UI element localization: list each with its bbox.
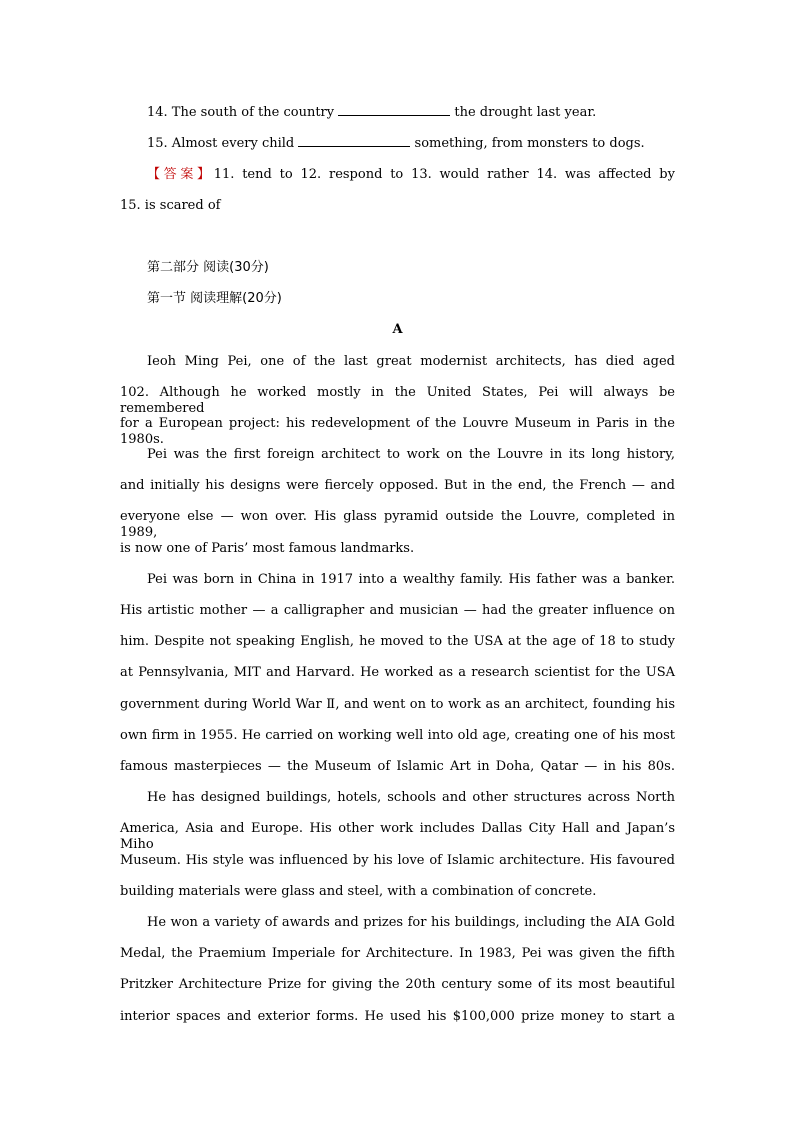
passage-line: him. Despite not speaking English, he moved to the USA at the age of 18 to study	[120, 634, 675, 649]
passage-line: for a European project: his redevelopment of the Louvre Museum in Paris in the 1980s.	[120, 416, 675, 447]
exercise-15-blank[interactable]	[298, 136, 410, 147]
passage-label: A	[392, 322, 403, 337]
answer-line-1	[147, 167, 675, 183]
passage-line: Pei was born in China in 1917 into a wealthy family. His father was a banker.	[147, 572, 675, 587]
exercise-14	[147, 105, 675, 121]
passage-line: Ieoh Ming Pei, one of the last great modernist architects, has died aged	[147, 354, 675, 369]
part-title: 第二部分 阅读(30分)	[147, 260, 269, 275]
exercise-15	[147, 136, 675, 152]
passage-line: He won a variety of awards and prizes for his buildings, including the AIA Gold	[147, 915, 675, 930]
passage-line: 102. Although he worked mostly in the United States, Pei will always be remembered	[120, 385, 675, 416]
passage-line: He has designed buildings, hotels, schools and other structures across North	[147, 790, 675, 805]
passage-line: building materials were glass and steel, with a combination of concrete.	[120, 884, 597, 899]
section-title: 第一节 阅读理解(20分)	[147, 291, 282, 306]
exercise-14-text-end: the drought last year.	[450, 105, 597, 120]
answer-text-1: 11. tend to 12. respond to 13. would rather 14. was affected by	[213, 167, 675, 182]
passage-line: is now one of Paris’ most famous landmarks.	[120, 541, 415, 556]
passage-line: at Pennsylvania, MIT and Harvard. He worked as a research scientist for the USA	[120, 665, 675, 680]
passage-line: government during World War Ⅱ, and went on to work as an architect, founding his	[120, 697, 675, 712]
passage-line: Pritzker Architecture Prize for giving the 20th century some of its most beautiful	[120, 977, 675, 992]
passage-line: interior spaces and exterior forms. He used his $100,000 prize money to start a	[120, 1009, 675, 1024]
answer-mark: 【答案】	[147, 167, 214, 182]
passage-line: famous masterpieces — the Museum of Islamic Art in Doha, Qatar — in his 80s.	[120, 759, 675, 774]
passage-line: everyone else — won over. His glass pyramid outside the Louvre, completed in 1989,	[120, 509, 675, 540]
passage-line: Medal, the Praemium Imperiale for Architecture. In 1983, Pei was given the fifth	[120, 946, 675, 961]
passage-line: His artistic mother — a calligrapher and musician — had the greater influence on	[120, 603, 675, 618]
passage-line: America, Asia and Europe. His other work includes Dallas City Hall and Japan’s Miho	[120, 821, 675, 852]
answer-line-2: 15. is scared of	[120, 198, 221, 213]
exercise-15-text-start: 15. Almost every child	[147, 136, 299, 151]
passage-line: own firm in 1955. He carried on working well into old age, creating one of his most	[120, 728, 675, 743]
exercise-14-text-start: 14. The south of the country	[147, 105, 339, 120]
exercise-14-blank[interactable]	[338, 105, 450, 116]
passage-line: and initially his designs were fiercely opposed. But in the end, the French — and	[120, 478, 675, 493]
passage-line: Museum. His style was influenced by his love of Islamic architecture. His favoured	[120, 853, 675, 868]
passage-line: Pei was the first foreign architect to work on the Louvre in its long history,	[147, 447, 675, 462]
exercise-15-text-end: something, from monsters to dogs.	[410, 136, 645, 151]
